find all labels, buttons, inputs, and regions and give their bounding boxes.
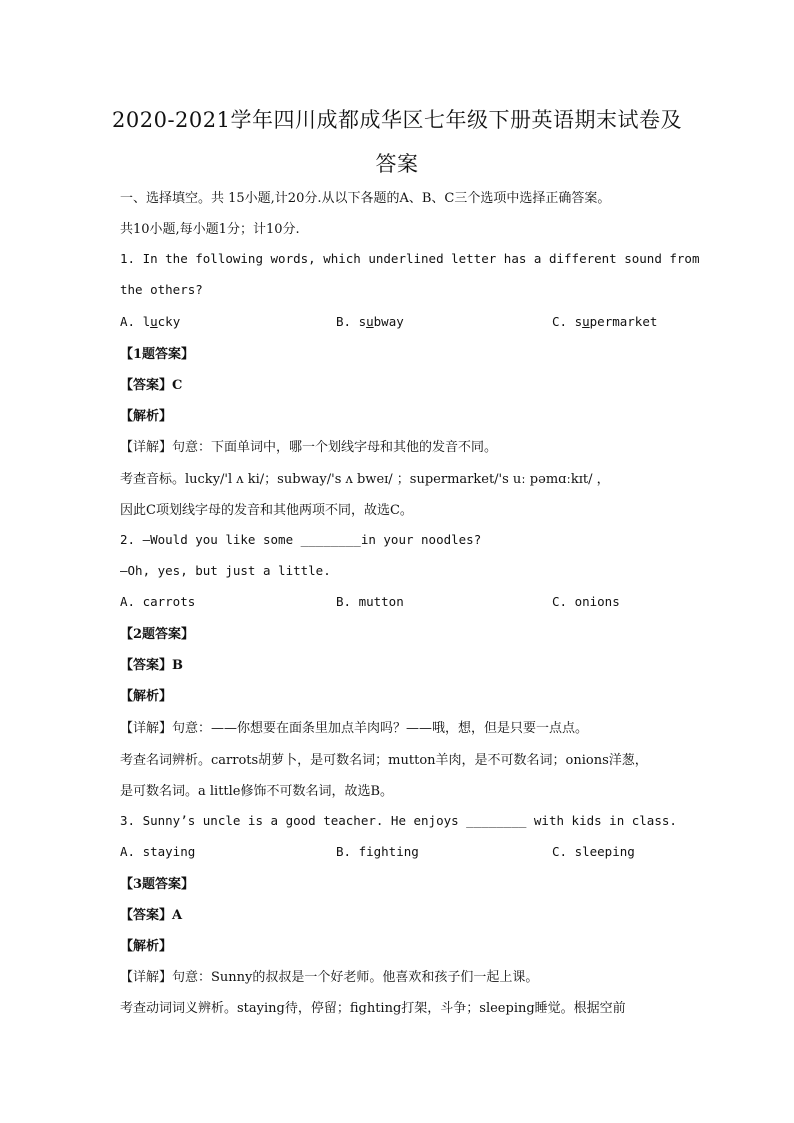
q3-answer: 【答案】A bbox=[120, 908, 183, 923]
q2-explanation-line1: 考查名词辨析。carrots胡萝卜，是可数名词；mutton羊肉，是不可数名词；onions洋葱， bbox=[120, 753, 648, 768]
q3-option-c: C. sleeping bbox=[552, 844, 635, 859]
q2-option-c: C. onions bbox=[552, 594, 620, 609]
q2-analysis-label: 【解析】 bbox=[120, 689, 173, 704]
q1-block-label: 【1题答案】 bbox=[120, 347, 195, 362]
q3-block-label: 【3题答案】 bbox=[120, 877, 195, 892]
q1-stem-line2: the others? bbox=[120, 282, 203, 297]
q1-detail: 【详解】句意：下面单词中，哪一个划线字母和其他的发音不同。 bbox=[120, 440, 498, 455]
q3-detail: 【详解】句意：Sunny的叔叔是一个好老师。他喜欢和孩子们一起上课。 bbox=[120, 970, 539, 985]
q3-explanation-line1: 考查动词词义辨析。staying待，停留；fighting打架，斗争；sleeping睡觉。根据空前 bbox=[120, 1001, 626, 1016]
document-title-line1: 2020-2021学年四川成都成华区七年级下册英语期末试卷及 bbox=[112, 108, 682, 132]
q1-answer: 【答案】C bbox=[120, 378, 183, 393]
q2-option-b: B. mutton bbox=[336, 594, 404, 609]
q2-explanation-line2: 是可数名词。a little修饰不可数名词，故选B。 bbox=[120, 784, 394, 799]
document-title-line2: 答案 bbox=[375, 152, 419, 176]
q3-stem-line1: 3. Sunny’s uncle is a good teacher. He enjoys ________ with kids in class. bbox=[120, 813, 677, 828]
q1-option-c-underlined: u bbox=[582, 314, 590, 329]
q2-block-label: 【2题答案】 bbox=[120, 627, 195, 642]
section-subheading: 共10小题,每小题1分；计10分. bbox=[120, 222, 300, 237]
q1-option-a-suffix: cky bbox=[157, 314, 181, 329]
q1-option-b bbox=[336, 314, 404, 329]
q1-option-c-prefix: C. s bbox=[552, 314, 583, 329]
q3-analysis-label: 【解析】 bbox=[120, 939, 173, 954]
q1-phonetic: 考查音标。lucky/'l ʌ ki/；subway/'s ʌ bweɪ/ ；supermarket/'s uː pəmɑːkɪt/ ， bbox=[120, 472, 610, 487]
q1-option-a-prefix: A. l bbox=[120, 314, 151, 329]
q2-option-a: A. carrots bbox=[120, 594, 196, 609]
q1-option-b-suffix: bway bbox=[373, 314, 404, 329]
q1-option-b-prefix: B. s bbox=[336, 314, 367, 329]
q1-option-a-underlined: u bbox=[150, 314, 158, 329]
q1-answer-label bbox=[120, 374, 182, 393]
section-heading: 一、选择填空。共 15小题,计20分.从以下各题的A、B、C三个选项中选择正确答案。 bbox=[120, 191, 611, 206]
q1-option-c-suffix: permarket bbox=[589, 314, 658, 329]
q1-conclusion: 因此C项划线字母的发音和其他两项不同，故选C。 bbox=[120, 503, 413, 518]
q2-detail: 【详解】句意：——你想要在面条里加点羊肉吗？——哦，想，但是只要一点点。 bbox=[120, 721, 589, 736]
q3-option-b: B. fighting bbox=[336, 844, 419, 859]
q1-option-b-underlined: u bbox=[366, 314, 374, 329]
q2-stem-line1: 2. —Would you like some ________in your noodles? bbox=[120, 532, 482, 547]
q2-answer: 【答案】B bbox=[120, 658, 183, 673]
q1-option-c bbox=[552, 314, 657, 329]
q1-analysis-label: 【解析】 bbox=[120, 409, 173, 424]
q3-option-a: A. staying bbox=[120, 844, 196, 859]
q2-stem-line2: —Oh, yes, but just a little. bbox=[120, 563, 331, 578]
q1-option-a bbox=[120, 314, 180, 329]
q1-stem-line1: 1. In the following words, which underlined letter has a different sound from bbox=[120, 251, 700, 266]
